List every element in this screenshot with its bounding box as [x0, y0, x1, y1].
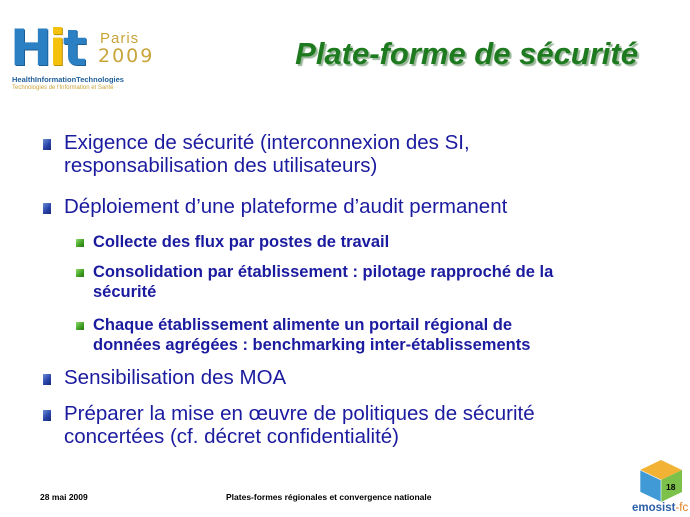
sub-bullet-item	[93, 232, 389, 252]
bullet-line: responsabilisation des utilisateurs)	[64, 154, 378, 177]
bullet-item	[64, 402, 535, 448]
square-bullet-green-icon	[76, 269, 84, 277]
bullet-line: Sensibilisation des MOA	[64, 366, 287, 389]
sub-bullet-line: sécurité	[93, 283, 157, 301]
brand-name: emosist	[632, 502, 676, 514]
bullet-line: Exigence de sécurité (interconnexion des SI,	[64, 131, 470, 154]
page-number: 18	[666, 482, 676, 492]
hit-paris-logo	[8, 19, 168, 102]
logo-year: 2009	[98, 45, 155, 67]
bullet-line: Déploiement d’une plateforme d’audit permanent	[64, 195, 508, 218]
footer-date: 28 mai 2009	[40, 492, 88, 502]
bullet-item	[64, 366, 286, 389]
sub-bullet-item	[93, 315, 530, 355]
logo-mark-t: t	[63, 19, 84, 77]
square-bullet-blue-icon	[43, 374, 51, 385]
square-bullet-green-icon	[76, 239, 84, 247]
logo-tagline: Technologies de l'Information et Santé	[12, 85, 114, 91]
sub-bullet-line: Consolidation par établissement : pilotage rapproché de la	[93, 263, 554, 281]
sub-bullet-item	[93, 262, 553, 302]
logo-mark-i: i	[48, 19, 63, 77]
cube-logo-icon	[638, 458, 684, 504]
logo-mark-h: H	[10, 19, 49, 77]
logo-city: Paris	[100, 30, 140, 47]
brand-suffix: -fc	[675, 502, 689, 514]
sub-bullet-line: Chaque établissement alimente un portail régional de	[93, 316, 513, 334]
bullet-item	[64, 195, 507, 218]
square-bullet-blue-icon	[43, 139, 51, 150]
logo-name: HealthInformationTechnologies	[12, 75, 124, 84]
square-bullet-blue-icon	[43, 203, 51, 214]
square-bullet-blue-icon	[43, 410, 51, 421]
bullet-line: concertées (cf. décret confidentialité)	[64, 425, 399, 448]
emosist-brand	[632, 502, 688, 514]
square-bullet-green-icon	[76, 322, 84, 330]
sub-bullet-line: données agrégées : benchmarking inter-établissements	[93, 336, 531, 354]
bullet-item	[64, 131, 470, 177]
logo-mark	[10, 19, 84, 77]
sub-bullet-line: Collecte des flux par postes de travail	[93, 233, 390, 251]
slide-title: Plate-forme de sécurité	[295, 36, 638, 71]
bullet-line: Préparer la mise en œuvre de politiques de sécurité	[64, 402, 535, 425]
footer-title: Plates-formes régionales et convergence nationale	[226, 492, 432, 502]
